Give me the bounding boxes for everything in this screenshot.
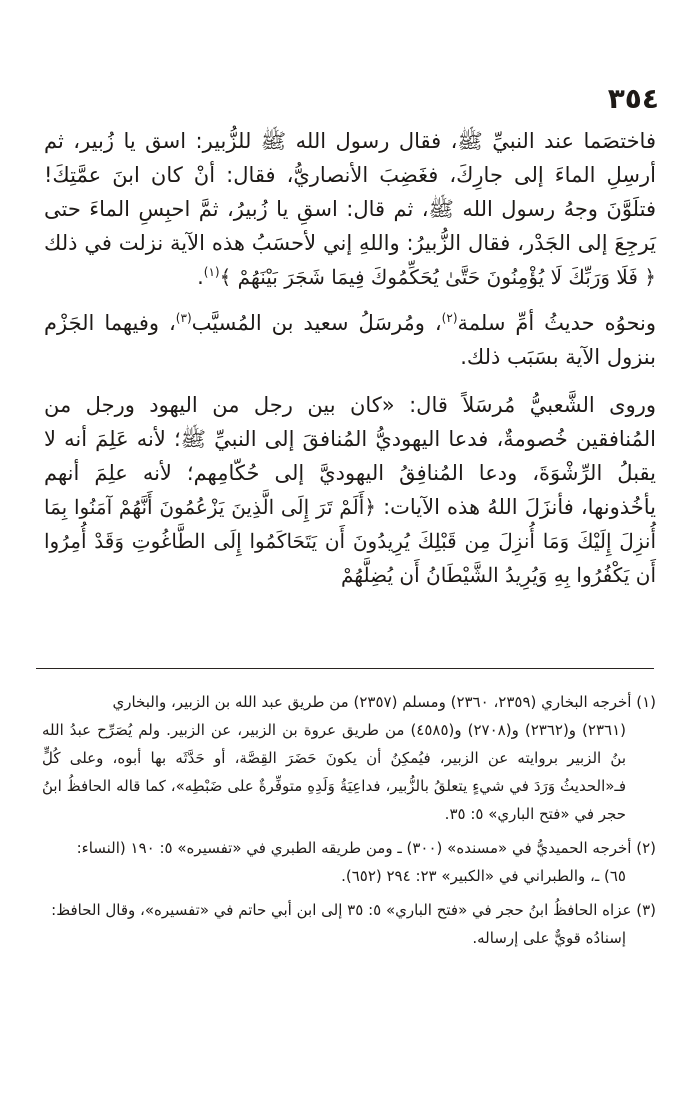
paragraph-2-text-a: ونحوُه حديثُ أمِّ سلمة bbox=[457, 311, 656, 335]
footnote-3 bbox=[42, 896, 656, 952]
paragraph-1-text: فاختصَما عند النبيِّ ﷺ، فقال رسول الله ﷺ للزُّبير: اسق يا زُبير، ثم أرسِلِ الماءَ إلى جارِكَ، فغَضِبَ الأنصاريُّ، فقال: أنْ كان ابنَ عمَّتِكَ! فتلَوَّنَ وجهُ رسول الله ﷺ، ثم قال: اسقِ يا زُبيرُ، ثمَّ احبِسِ الماءَ حتى يَرجِعَ إلى الجَدْر، فقال الزُّبيرُ: واللهِ إني لأحسَبُ هذه الآية نزلت في ذلك bbox=[44, 129, 656, 255]
footnote-1-text-start: أخرجه البخاري (٢٣٥٩، ٢٣٦٠) ومسلم (٢٣٥٧) من طريق عبد الله بن الزبير، والبخاري bbox=[112, 693, 632, 711]
footnote-3-continuation: إسنادُه قويٌّ على إرساله. bbox=[472, 929, 626, 947]
paragraph-1-end: . bbox=[197, 265, 204, 289]
footnotes bbox=[42, 688, 656, 958]
footnote-3-first-line bbox=[42, 896, 656, 924]
paragraph-3-text: وروى الشَّعبيُّ مُرسَلاً قال: «كان بين رجل من اليهود ورجل من المُنافقين خُصومةٌ، فدعا اليهوديُّ المُنافقَ إلى النبيِّ ﷺ؛ لأنه عَلِمَ أنه لا يقبلُ الرِّشْوَةَ، ودعا المُنافِقُ اليهوديَّ إلى حُكّامِهم؛ لأنه علِمَ أنهم يأخُذونها، فأنزَلَ اللهُ هذه الآيات: bbox=[44, 393, 656, 519]
footnote-1-continuation: (٢٣٦١) و(٢٣٦٢) و(٢٧٠٨) و(٤٥٨٥) من طريق عروة بن الزبير، عن الزبير. ولم يُصَرِّح عبدُ الله بنُ الزبير بروايته عن الزبير، فيُمكِنُ أن يكونَ حَضَرَ القِصَّة، أو حَدَّثَه بها أبوه، وعلى كُلٍّ فـ«الحديثُ وَرَدَ في شيءٍ يتعلقُ بالزُّبير، فداعِيَةُ وَلَدِهِ متوفِّرةٌ على ضَبْطِه»، كما قاله الحافظُ ابنُ حجر في «فتح الباري» ٥: ٣٥. bbox=[42, 721, 626, 823]
footnote-2-first-line bbox=[42, 834, 656, 862]
footnote-ref-3[interactable]: (٣) bbox=[175, 311, 192, 325]
footnote-1 bbox=[42, 688, 656, 828]
page-number: ٣٥٤ bbox=[607, 82, 659, 115]
paragraph-1 bbox=[44, 124, 656, 294]
quran-verse-2: ﴿أَلَمْ تَرَ إِلَى الَّذِينَ يَزْعُمُونَ أَنَّهُمْ آمَنُوا بِمَا أُنزِلَ إِلَيْكَ وَمَا أُنزِلَ مِن قَبْلِكَ يُرِيدُونَ أَن يَتَحَاكَمُوا إِلَى الطَّاغُوتِ وَقَدْ أُمِرُوا أَن يَكْفُرُوا بِهِ وَيُرِيدُ الشَّيْطَانُ أَن يُضِلَّهُمْ bbox=[44, 495, 656, 587]
footnote-1-number: (١) bbox=[636, 693, 656, 711]
footnote-1-first-line bbox=[42, 688, 656, 716]
footnote-2-text-start: أخرجه الحميديُّ في «مسنده» (٣٠٠) ـ ومن طريقه الطبري في «تفسيره» ٥: ١٩٠ (النساء: bbox=[76, 839, 632, 857]
footnote-3-number: (٣) bbox=[636, 901, 656, 919]
paragraph-2-text-b: ، ومُرسَلُ سعيد بن المُسيَّب bbox=[191, 311, 442, 335]
footnote-ref-1[interactable]: (١) bbox=[203, 265, 220, 279]
footnote-2-continuation: ٦٥) ـ، والطبراني في «الكبير» ٢٣: ٢٩٤ (٦٥٢). bbox=[341, 867, 626, 885]
paragraph-2 bbox=[44, 306, 656, 374]
quran-verse: ﴿ فَلَا وَرَبِّكَ لَا يُؤْمِنُونَ حَتَّىٰ يُحَكِّمُوكَ فِيمَا شَجَرَ بَيْنَهُمْ ﴾ bbox=[219, 265, 656, 289]
footnote-2 bbox=[42, 834, 656, 890]
paragraph-3 bbox=[44, 388, 656, 592]
footnote-ref-2[interactable]: (٢) bbox=[441, 311, 458, 325]
footnote-3-text-start: عزاه الحافظُ ابنُ حجر في «فتح الباري» ٥: ٣٥ إلى ابن أبي حاتم في «تفسيره»، وقال الحافظ: bbox=[51, 901, 632, 919]
footnote-divider bbox=[36, 668, 654, 669]
footnote-2-number: (٢) bbox=[636, 839, 656, 857]
paragraph-2-text-c: ، وفيهما الجَزْم بنزول الآية بسَبَب ذلك. bbox=[44, 311, 656, 369]
main-text bbox=[44, 124, 656, 606]
